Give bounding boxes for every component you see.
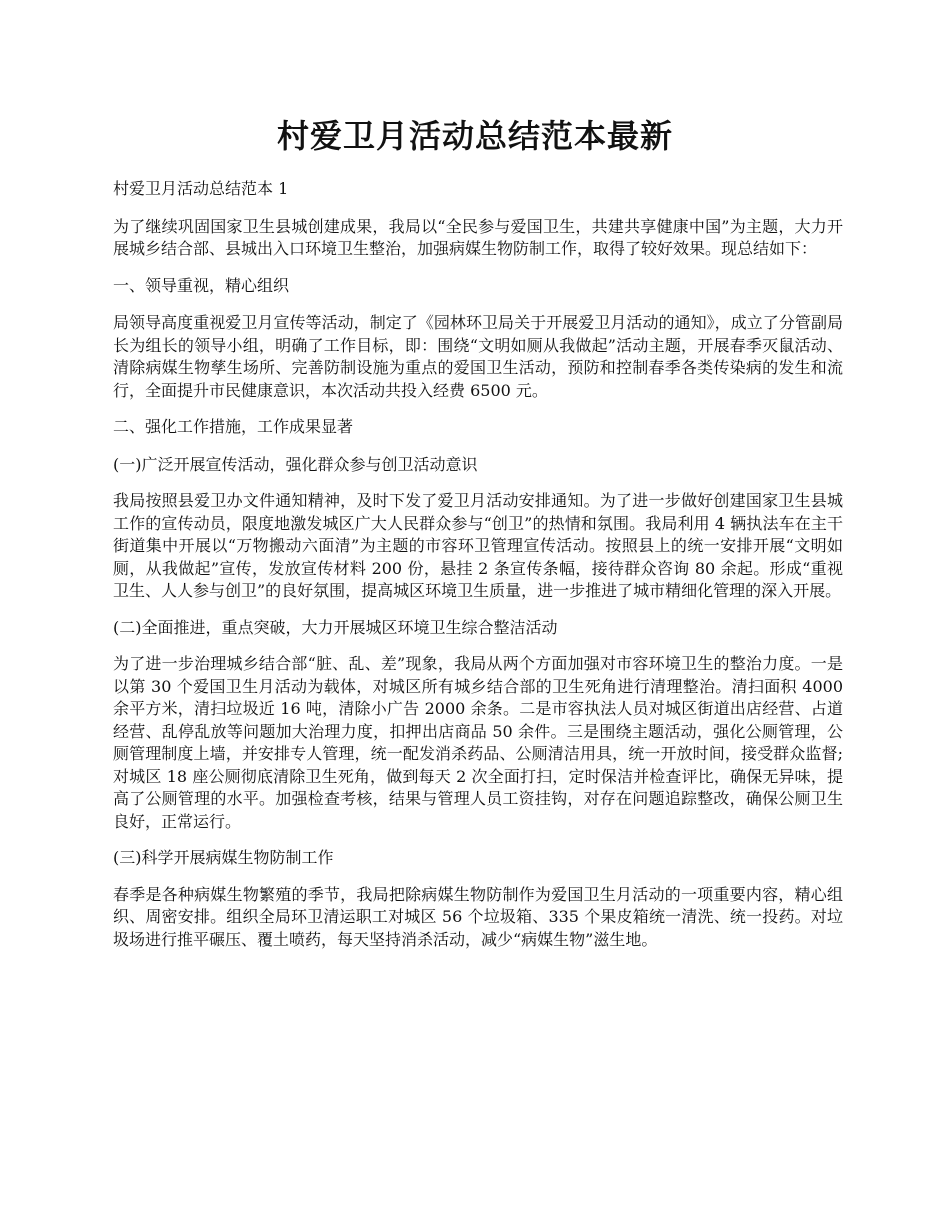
subsection-1-heading: (一)广泛开展宣传活动，强化群众参与创卫活动意识 xyxy=(113,454,478,474)
subsection-3-paragraph: 春季是各种病媒生物繁殖的季节，我局把除病媒生物防制作为爱国卫生月活动的一项重要内容，精心组织、周密安排。组织全局环卫清运职工对城区 56 个垃圾箱、335 个果皮箱统一清洗、统一投药。对垃圾场进行推平碾压、覆土喷药，每天坚持消杀活动，减少“病媒生物”滋生地。 xyxy=(113,884,843,949)
subsection-1-paragraph: 我局按照县爱卫办文件通知精神，及时下发了爱卫月活动安排通知。为了进一步做好创建国家卫生县城工作的宣传动员，限度地激发城区广大人民群众参与“创卫”的热情和氛围。我局利用 4 辆执法车在主干街道集中开展以“万物搬动六面清”为主题的市容环卫管理宣传活动。按照县上的统一安排开展“文明如厕，从我做起”宣传，发放宣传材料 200 份，悬挂 2 条宣传条幅，接待群众咨询 80 余起。形成“重视卫生、人人参与创卫”的良好氛围，提高城区环境卫生质量，进一步推进了城市精细化管理的深入开展。 xyxy=(113,491,843,600)
subsection-2-paragraph: 为了进一步治理城乡结合部“脏、乱、差”现象，我局从两个方面加强对市容环境卫生的整治力度。一是以第 30 个爱国卫生月活动为载体，对城区所有城乡结合部的卫生死角进行清理整治。清扫面积 4000 余平方米，清扫垃圾近 16 吨，清除小广告 2000 余条。二是市容执法人员对城区街道出店经营、占道经营、乱停乱放等问题加大治理力度，扣押出店商品 50 余件。三是围绕主题活动，强化公厕管理，公厕管理制度上墙，并安排专人管理，统一配发消杀药品、公厕清洁用具，统一开放时间，接受群众监督;对城区 18 座公厕彻底清除卫生死角，做到每天 2 次全面打扫，定时保洁并检查评比，确保无异味，提高了公厕管理的水平。加强检查考核，结果与管理人员工资挂钩，对存在问题追踪整改，确保公厕卫生良好，正常运行。 xyxy=(113,654,843,831)
intro-paragraph: 为了继续巩固国家卫生县城创建成果，我局以“全民参与爱国卫生，共建共享健康中国”为主题，大力开展城乡结合部、县城出入口环境卫生整治，加强病媒生物防制工作，取得了较好效果。现总结如下： xyxy=(113,216,843,258)
subsection-3-heading: (三)科学开展病媒生物防制工作 xyxy=(113,848,334,867)
section-2-heading: 二、强化工作措施，工作成果显著 xyxy=(113,417,354,436)
page-title: 村爱卫月活动总结范本最新 xyxy=(276,117,673,155)
section-1-heading: 一、领导重视，精心组织 xyxy=(113,275,290,295)
subsection-2-heading: (二)全面推进，重点突破，大力开展城区环境卫生综合整洁活动 xyxy=(113,617,558,637)
document-subtitle: 村爱卫月活动总结范本 1 xyxy=(113,179,289,198)
section-1-paragraph: 局领导高度重视爱卫月宣传等活动，制定了《园林环卫局关于开展爱卫月活动的通知》，成立了分管副局长为组长的领导小组，明确了工作目标，即：围绕“文明如厕从我做起”活动主题，开展春季灭鼠活动、清除病媒生物孳生场所、完善防制设施为重点的爱国卫生活动，预防和控制春季各类传染病的发生和流行，全面提升市民健康意识，本次活动共投入经费 6500 元。 xyxy=(113,313,843,400)
document-body xyxy=(113,178,843,965)
